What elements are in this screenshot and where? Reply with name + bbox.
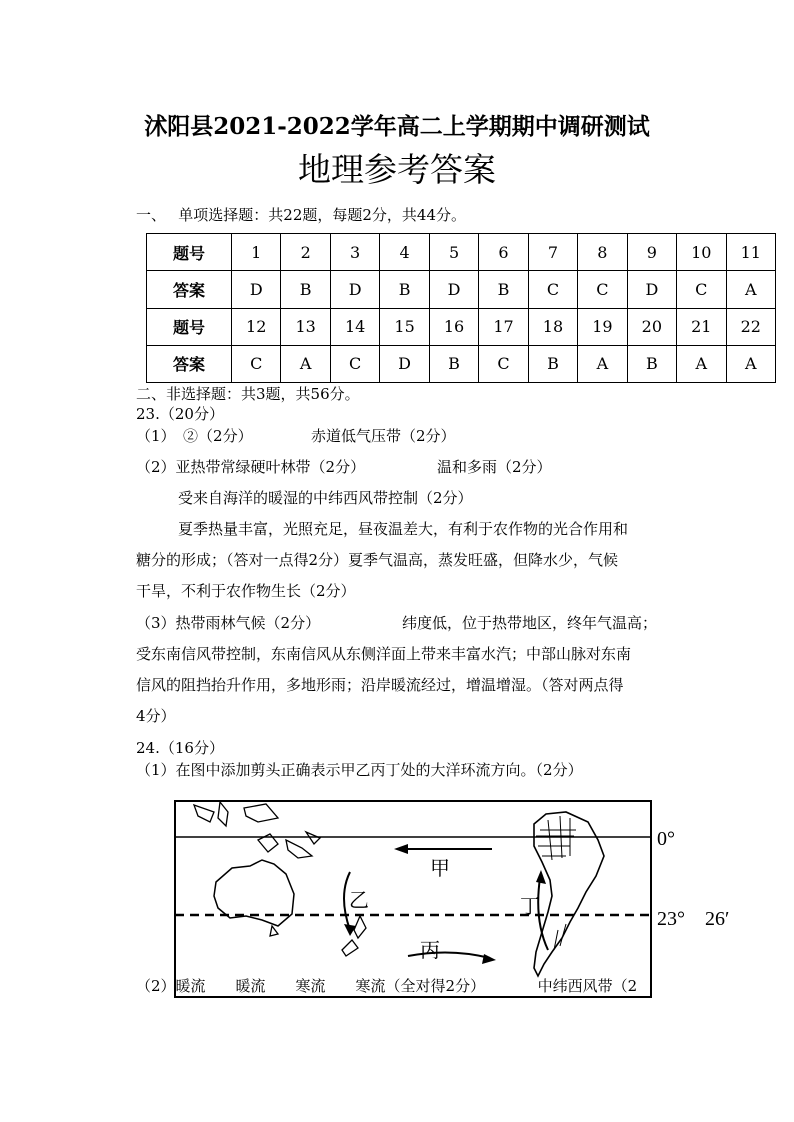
table-cell: 5 — [429, 234, 478, 271]
table-cell: A — [726, 271, 775, 308]
map-label-jia: 甲 — [430, 856, 450, 880]
table-cell: 17 — [479, 308, 528, 345]
q23-part2-line: 干旱，不利于农作物生长（2分） — [136, 582, 356, 600]
table-cell: A — [281, 345, 330, 382]
table-cell: B — [380, 271, 429, 308]
table-cell: D — [380, 345, 429, 382]
table-cell: D — [627, 271, 676, 308]
table-cell: B — [528, 345, 577, 382]
table-row-label: 答案 — [147, 345, 232, 382]
q23-part1-answer-a: （1） ②（2分） — [136, 427, 253, 445]
latitude-label-equator: 0° — [657, 828, 675, 850]
table-cell: 6 — [479, 234, 528, 271]
q24-title: 24.（16分） — [136, 739, 224, 757]
table-cell: C — [677, 271, 726, 308]
q24-part2-answer: （2）暖流 暖流 寒流 寒流（全对得2分） 中纬西风带（2 — [136, 977, 638, 995]
table-cell: 2 — [281, 234, 330, 271]
table-cell: 18 — [528, 308, 577, 345]
q23-part3-line: 受东南信风带控制，东南信风从东侧洋面上带来丰富水汽；中部山脉对东南 — [136, 645, 632, 663]
map-canvas — [174, 800, 652, 998]
table-cell: A — [677, 345, 726, 382]
table-cell: B — [429, 345, 478, 382]
table-row — [147, 345, 776, 382]
table-row — [147, 271, 776, 308]
table-row-label: 题号 — [147, 308, 232, 345]
table-cell: C — [479, 345, 528, 382]
table-cell: C — [578, 271, 627, 308]
table-cell: C — [330, 345, 379, 382]
table-cell: 8 — [578, 234, 627, 271]
answer-table — [146, 233, 776, 383]
table-cell: D — [232, 271, 281, 308]
table-row-label: 答案 — [147, 271, 232, 308]
q24-part1-question: （1）在图中添加剪头正确表示甲乙丙丁处的大洋环流方向。（2分） — [136, 761, 583, 779]
table-cell: 9 — [627, 234, 676, 271]
table-cell: 1 — [232, 234, 281, 271]
table-cell: 19 — [578, 308, 627, 345]
q23-part2-line: 受来自海洋的暖湿的中纬西风带控制（2分） — [178, 489, 473, 507]
section2-heading: 二、非选择题：共3题，共56分。 — [136, 385, 360, 403]
q23-part3-line: 4分） — [136, 707, 176, 725]
table-cell: D — [330, 271, 379, 308]
table-cell: 11 — [726, 234, 775, 271]
table-cell: D — [429, 271, 478, 308]
q23-part2-line: 夏季热量丰富，光照充足，昼夜温差大，有利于农作物的光合作用和 — [178, 520, 629, 538]
q23-part3-line: 信风的阻挡抬升作用，多地形雨；沿岸暖流经过，增温增湿。（答对两点得 — [136, 676, 624, 694]
table-cell: 14 — [330, 308, 379, 345]
table-cell: 4 — [380, 234, 429, 271]
document-title: 沭阳县2021-2022学年高二上学期期中调研测试 — [144, 113, 650, 140]
table-cell: 3 — [330, 234, 379, 271]
q23-part3-answer-b: 纬度低，位于热带地区，终年气温高； — [402, 614, 658, 632]
table-cell: 10 — [677, 234, 726, 271]
document-subtitle: 地理参考答案 — [298, 150, 496, 189]
table-cell: 16 — [429, 308, 478, 345]
map-label-ding: 丁 — [520, 894, 540, 918]
table-cell: 22 — [726, 308, 775, 345]
map-label-yi: 乙 — [349, 888, 369, 912]
table-cell: 13 — [281, 308, 330, 345]
table-cell: 7 — [528, 234, 577, 271]
q23-title: 23.（20分） — [136, 405, 224, 423]
table-cell: C — [528, 271, 577, 308]
table-row-label: 题号 — [147, 234, 232, 271]
table-cell: 20 — [627, 308, 676, 345]
q23-part3-answer-a: （3）热带雨林气候（2分） — [136, 614, 321, 632]
table-cell: 21 — [677, 308, 726, 345]
table-cell: A — [578, 345, 627, 382]
map-label-bing: 丙 — [420, 938, 440, 962]
q23-part2-answer-a: （2）亚热带常绿硬叶林带（2分） — [136, 458, 366, 476]
table-row — [147, 234, 776, 271]
table-cell: B — [627, 345, 676, 382]
ocean-current-map — [174, 800, 652, 998]
latitude-label-tropic: 23° 26′ — [657, 908, 730, 930]
q23-part1-answer-b: 赤道低气压带（2分） — [311, 427, 456, 445]
q23-part2-line: 糖分的形成；（答对一点得2分）夏季气温高，蒸发旺盛，但降水少，气候 — [136, 551, 619, 569]
table-cell: B — [479, 271, 528, 308]
q23-part2-answer-b: 温和多雨（2分） — [437, 458, 552, 476]
table-row — [147, 308, 776, 345]
table-cell: 15 — [380, 308, 429, 345]
map-frame — [175, 801, 651, 997]
section1-heading: 一、 单项选择题：共22题，每题2分，共44分。 — [136, 206, 466, 224]
table-cell: 12 — [232, 308, 281, 345]
table-cell: A — [726, 345, 775, 382]
table-cell: B — [281, 271, 330, 308]
table-cell: C — [232, 345, 281, 382]
